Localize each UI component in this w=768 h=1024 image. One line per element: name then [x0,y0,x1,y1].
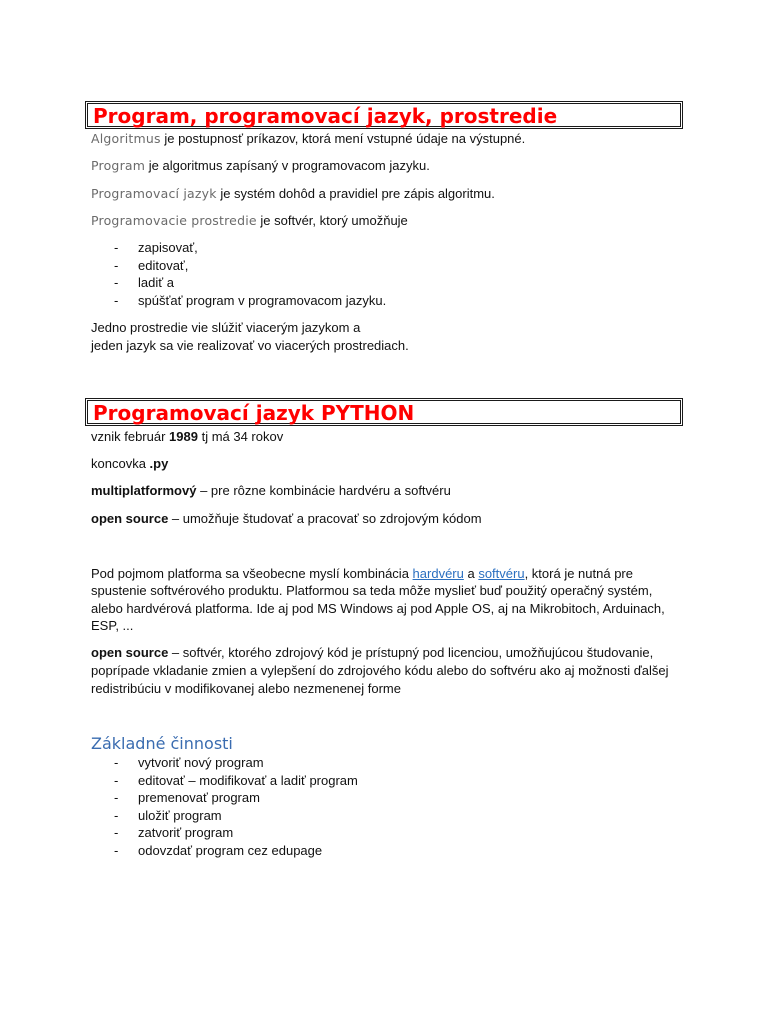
paragraph-multiplatformovy: multiplatformový – pre rôzne kombinácie hardvéru a softvéru [91,483,451,498]
heading-program: Program, programovací jazyk, prostredie [93,104,558,128]
paragraph-prostredie-line1: Jedno prostredie vie slúžiť viacerým jazykom a [91,320,361,335]
paragraph-platforma-line4: ESP, ... [91,618,134,633]
paragraph-platforma-line3: alebo hardvérová platforma. Ide aj pod MS Windows aj pod Apple OS, aj na Mikrobitoch, Arduinach, [91,601,665,616]
paragraph-platforma-line1: Pod pojmom platforma sa všeobecne myslí kombinácia hardvéru a softvéru, ktorá je nutná pre [91,566,633,581]
term-programovaci-jazyk: Programovací jazyk [91,186,217,201]
heading-box-python [85,398,683,426]
paragraph-open-source-line3: redistribúciu v modifikovanej alebo nezmenenej forme [91,681,401,696]
paragraph-program [91,157,430,175]
document-page: Program, programovací jazyk, prostredie Algoritmus je postupnosť príkazov, ktorá mení vstupné údaje na výstupné. Program je algoritmus zapísaný v programovacom jazyku. Programovací jazyk je systém dohôd a pravidiel pre zápis algoritmu. Programovacie prostredie je softvér, ktorý umožňuje - zapisovať, - editovať, - ladiť a - spúšťať program v programovacom jazyku. Jedno prostredie vie slúžiť viacerým jazykom a jeden jazyk sa vie realizovať vo viacerých prostrediach. Programovací jazyk PYTHON vznik február 1989 tj má 34 rokov koncovka .py multiplatformový – pre rôzne kombinácie hardvéru a softvéru open source – umožňuje študovať a pracovať so zdrojovým kódom Pod pojmom platforma sa všeobecne myslí kombinácia hardvéru a softvéru, ktorá je nutná pre spustenie softvérového produktu. Platformou sa teda môže myslieť buď použitý operačný systém, alebo hardvérová platforma. Ide aj pod MS Windows aj pod Apple OS, aj na Mikrobitoch, Arduinach, ESP, ... open source – softvér, ktorého zdrojový kód je prístupný pod licenciou, umožňujúcou študovanie, poprípade vkladanie zmien a vylepšení do zdrojového kódu alebo do softvéru ako aj možnosti ďalšej redistribúciu v modifikovanej alebo nezmenenej forme Základné činnosti - vytvoriť nový program - editovať – modifikovať a ladiť program - premenovať program - uložiť program - zatvoriť program - odovzdať program cez edupage [0,0,768,1024]
paragraph-vznik: vznik február 1989 tj má 34 rokov [91,429,284,444]
heading-python: Programovací jazyk PYTHON [93,401,415,425]
link-hardveru[interactable]: hardvéru [412,566,464,581]
paragraph-programovaci-jazyk [91,185,495,203]
paragraph-programovacie-prostredie [91,212,408,230]
term-multiplatformovy: multiplatformový [91,483,197,498]
extension-value: .py [149,456,169,471]
term-program: Program [91,158,146,173]
text-algoritmus: je postupnosť príkazov, ktorá mení vstupné údaje na výstupné. [160,131,526,146]
paragraph-algoritmus [91,130,525,148]
paragraph-koncovka: koncovka .py [91,456,169,471]
subheading-zakladne-cinnosti: Základné činnosti [91,734,233,753]
text-programovacie-prostredie: je softvér, ktorý umožňuje [256,213,408,228]
paragraph-open-source-line2: poprípade vkladanie zmien a vylepšení do zdrojového kódu alebo do softvéru ako aj možnosti ďalšej [91,663,669,678]
term-programovacie-prostredie: Programovacie prostredie [91,213,257,228]
paragraph-platforma-line2: spustenie softvérového produktu. Platformou sa teda môže myslieť buď použitý operačný systém, [91,583,653,598]
term-open-source-definition: open source [91,645,169,660]
term-algoritmus: Algoritmus [91,131,161,146]
term-open-source: open source [91,511,169,526]
paragraph-prostredie-line2: jeden jazyk sa vie realizovať vo viacerých prostrediach. [91,338,409,353]
text-program: je algoritmus zapísaný v programovacom jazyku. [145,158,430,173]
text-programovaci-jazyk: je systém dohôd a pravidiel pre zápis algoritmu. [216,186,495,201]
heading-box-program [85,101,683,129]
paragraph-open-source-line1: open source – softvér, ktorého zdrojový kód je prístupný pod licenciou, umožňujúcou študovanie, [91,645,654,660]
paragraph-open-source-short: open source – umožňuje študovať a pracovať so zdrojovým kódom [91,511,482,526]
link-softveru[interactable]: softvéru [478,566,525,581]
year-value: 1989 [169,429,198,444]
